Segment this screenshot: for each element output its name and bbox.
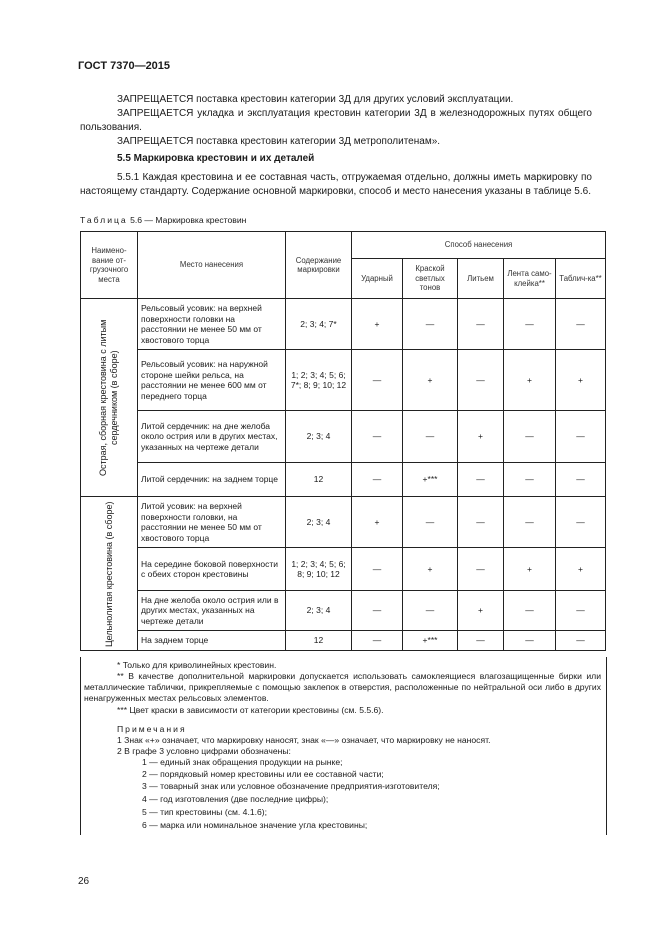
cell-mark: — xyxy=(556,591,606,631)
table-row xyxy=(81,463,606,497)
group-2-label: Цельнолитая крестовина (в сборе) xyxy=(81,497,138,651)
section-text: 5.5.1 Каждая крестовина и ее составная часть, отгружаемая отдельно, должны иметь маркировку по настоящему стандарту. Содержание основной маркировки, способ и место нанесения указаны в таблице 5.6. xyxy=(80,172,592,197)
cell-mark: — xyxy=(403,299,458,350)
cell-mark: +*** xyxy=(403,463,458,497)
table-caption-word: Таблица xyxy=(80,215,128,225)
legend-item: 6 — марка или номинальное значение угла крестовины; xyxy=(142,820,368,830)
row-content: 12 xyxy=(286,463,352,497)
legend-item: 1 — единый знак обращения продукции на рынке; xyxy=(142,757,343,767)
cell-mark: — xyxy=(458,631,504,651)
table-row xyxy=(81,299,606,350)
section-title: 5.5 Маркировка крестовин и их деталей xyxy=(117,153,315,164)
cell-mark: — xyxy=(504,411,556,463)
intro-line-3: ЗАПРЕЩАЕТСЯ поставка крестовин категории 3Д метрополитенам». xyxy=(117,136,441,147)
row-place: Рельсовый усовик: на верхней поверхности головки на расстоянии не менее 50 мм от хвостового торца xyxy=(138,299,286,350)
header-method-plate: Таблич-ка** xyxy=(556,259,606,299)
legend-item: 3 — товарный знак или условное обозначение предприятия-изготовителя; xyxy=(142,781,440,791)
row-place: На середине боковой поверхности с обеих сторон крестовины xyxy=(138,548,286,591)
cell-mark: + xyxy=(458,411,504,463)
cell-mark: — xyxy=(458,299,504,350)
row-place: Литой сердечник: на дне желоба около острия или в других местах, указанных на чертеже детали xyxy=(138,411,286,463)
intro-line-1: ЗАПРЕЩАЕТСЯ поставка крестовин категории 3Д для других условий эксплуатации. xyxy=(117,94,514,105)
row-content: 1; 2; 3; 4; 5; 6; 7*; 8; 9; 10; 12 xyxy=(286,350,352,411)
cell-mark: — xyxy=(458,497,504,548)
group-1-label: Острая, сборная крестовина с литым сердечником (в сборе) xyxy=(81,299,138,497)
header-name: Наимено-вание от-грузочного места xyxy=(81,232,138,299)
cell-mark: — xyxy=(458,548,504,591)
legend-item: 4 — год изготовления (две последние цифры); xyxy=(142,794,329,804)
header-method-paint: Краской светлых тонов xyxy=(403,259,458,299)
cell-mark: — xyxy=(556,463,606,497)
table-row xyxy=(81,350,606,411)
document-header: ГОСТ 7370—2015 xyxy=(78,60,171,72)
row-place: Литой усовик: на верхней поверхности головки, на расстоянии не менее 50 мм от хвостового торца xyxy=(138,497,286,548)
cell-mark: + xyxy=(556,350,606,411)
cell-mark: — xyxy=(403,411,458,463)
row-place: На заднем торце xyxy=(138,631,286,651)
footnote-3: *** Цвет краски в зависимости от категории крестовины (см. 5.5.6). xyxy=(117,705,384,715)
row-content: 2; 3; 4 xyxy=(286,591,352,631)
row-content: 2; 3; 4 xyxy=(286,497,352,548)
cell-mark: — xyxy=(352,350,403,411)
cell-mark: — xyxy=(352,548,403,591)
cell-mark: — xyxy=(403,591,458,631)
cell-mark: — xyxy=(556,299,606,350)
legend-item: 5 — тип крестовины (см. 4.1.6); xyxy=(142,807,268,817)
cell-mark: + xyxy=(504,548,556,591)
header-method-tape: Лента само-клейка** xyxy=(504,259,556,299)
note-2: 2 В графе 3 условно цифрами обозначены: xyxy=(117,746,291,756)
table-row xyxy=(81,411,606,463)
footnote-1: * Только для криволинейных крестовин. xyxy=(117,660,277,670)
cell-mark: + xyxy=(352,299,403,350)
page-number: 26 xyxy=(78,876,90,887)
row-place: Рельсовый усовик: на наружной стороне шейки рельса, на расстоянии не менее 600 мм от переднего торца xyxy=(138,350,286,411)
table-caption-rest: 5.6 — Маркировка крестовин xyxy=(127,215,247,225)
row-content: 12 xyxy=(286,631,352,651)
table-row xyxy=(81,631,606,651)
table-row xyxy=(81,548,606,591)
cell-mark: — xyxy=(556,497,606,548)
cell-mark: + xyxy=(403,548,458,591)
cell-mark: — xyxy=(556,631,606,651)
cell-mark: — xyxy=(504,591,556,631)
legend-item: 2 — порядковый номер крестовины или ее составной части; xyxy=(142,769,384,779)
table-row xyxy=(81,591,606,631)
row-content: 1; 2; 3; 4; 5; 6; 8; 9; 10; 12 xyxy=(286,548,352,591)
notes-title: Примечания xyxy=(117,724,187,734)
note-1: 1 Знак «+» означает, что маркировку наносят, знак «—» означает, что маркировку не наносят. xyxy=(117,735,491,745)
footnote-2: ** В качестве дополнительной маркировки допускается использовать самоклеящиеся влагозащищенные бирки или металлические таблички, прикрепляемые с помощью заклепок в отверстия, расположенные по нейтральной оси либо в других ненагруженных местах рельсовых элементов. xyxy=(84,671,601,703)
cell-mark: — xyxy=(556,411,606,463)
cell-mark: — xyxy=(403,497,458,548)
row-content: 2; 3; 4; 7* xyxy=(286,299,352,350)
cell-mark: + xyxy=(352,497,403,548)
cell-mark: — xyxy=(504,463,556,497)
table-caption xyxy=(80,215,246,225)
cell-mark: + xyxy=(504,350,556,411)
cell-mark: — xyxy=(458,463,504,497)
header-method: Способ нанесения xyxy=(352,232,606,259)
row-place: На дне желоба около острия или в других местах, указанных на чертеже детали xyxy=(138,591,286,631)
intro-line-2: ЗАПРЕЩАЕТСЯ укладка и эксплуатация крестовин категории 3Д в железнодорожных путях общего пользования. xyxy=(80,108,592,133)
cell-mark: — xyxy=(352,411,403,463)
header-content: Содержание маркировки xyxy=(286,232,352,299)
cell-mark: — xyxy=(504,631,556,651)
cell-mark: — xyxy=(352,463,403,497)
table-row xyxy=(81,497,606,548)
header-method-impact: Ударный xyxy=(352,259,403,299)
header-method-casting: Литьем xyxy=(458,259,504,299)
header-place: Место нанесения xyxy=(138,232,286,299)
cell-mark: + xyxy=(556,548,606,591)
marking-table xyxy=(80,231,606,651)
cell-mark: — xyxy=(504,299,556,350)
cell-mark: — xyxy=(504,497,556,548)
cell-mark: — xyxy=(352,591,403,631)
row-place: Литой сердечник: на заднем торце xyxy=(138,463,286,497)
cell-mark: + xyxy=(403,350,458,411)
row-content: 2; 3; 4 xyxy=(286,411,352,463)
cell-mark: +*** xyxy=(403,631,458,651)
cell-mark: — xyxy=(458,350,504,411)
cell-mark: + xyxy=(458,591,504,631)
cell-mark: — xyxy=(352,631,403,651)
